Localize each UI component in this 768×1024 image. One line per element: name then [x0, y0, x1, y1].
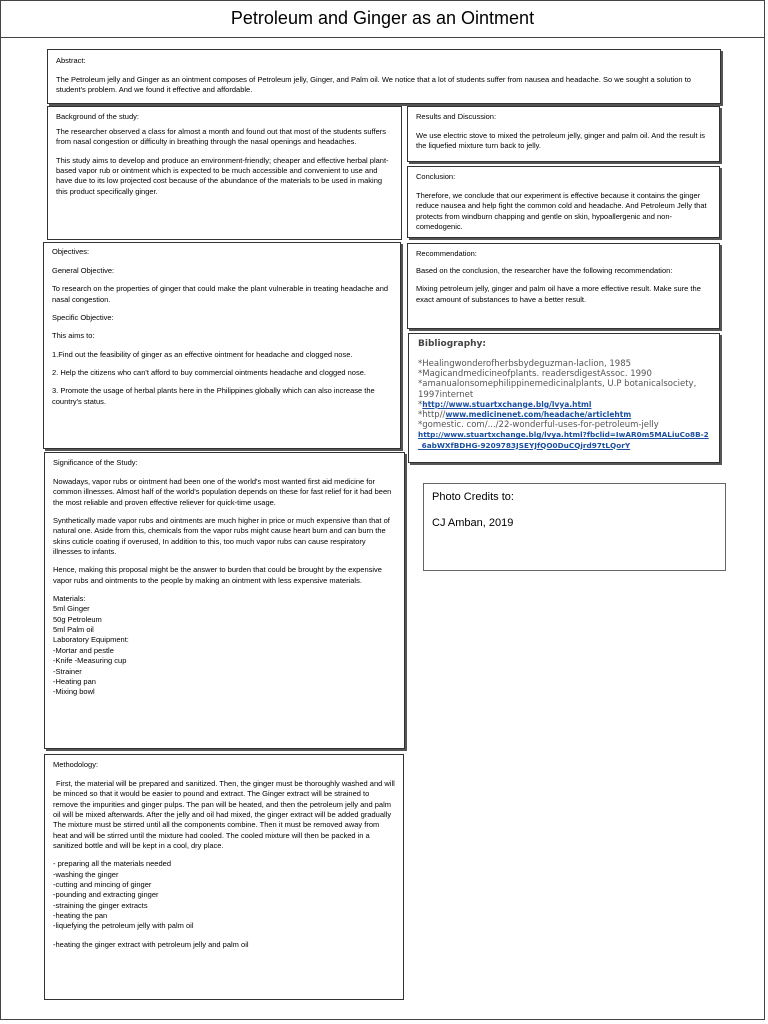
conclusion-box — [407, 166, 720, 238]
materials-label: Materials: — [53, 594, 86, 604]
recommendation-heading: Recommendation: — [416, 249, 477, 258]
photo-credits-box — [423, 483, 726, 571]
equipment-label: Laboratory Equipment: — [53, 635, 129, 645]
list-item: - preparing all the materials needed — [53, 859, 171, 869]
list-item: -cutting and mincing of ginger — [53, 880, 152, 890]
bib-link[interactable]: http://www.stuartxchange.blg/lvya.html — [422, 399, 592, 409]
list-item: -straining the ginger extracts — [53, 900, 148, 910]
specific-objective-label: Specific Objective: — [52, 313, 114, 323]
abstract-box — [47, 49, 721, 104]
bibliography-entry: *amanualonsomephilippinemedicinalplants, U.P botanicalsociety, 1997internet — [418, 379, 697, 400]
bib-prefix: *http// — [418, 409, 446, 420]
bibliography-entry: *gomestic. com/.../22-wonderful-uses-for-petroleum-jelly — [418, 420, 659, 431]
bibliography-entry: *Magicandmedicineofplants. readersdigestAssoc. 1990 — [418, 369, 652, 380]
methodology-heading: Methodology: — [53, 760, 99, 769]
results-heading: Results and Discussion: — [416, 112, 497, 121]
bibliography-entry — [418, 400, 710, 410]
list-item: 5ml Palm oil — [53, 625, 94, 635]
list-item: -liquefying the petroleum jelly with palm oil — [53, 921, 194, 931]
background-p1: The researcher observed a class for almost a month and found out that most of the students suffers from nasal congestion or difficulty in breathing through the nasal openings and headaches. — [56, 127, 387, 147]
objectives-heading: Objectives: — [52, 247, 90, 256]
list-item: -washing the ginger — [53, 869, 119, 879]
bib-prefix: * — [418, 399, 423, 410]
list-item: -pounding and extracting ginger — [53, 890, 159, 900]
significance-p3: Hence, making this proposal might be the answer to burden that could be brought by the expensive vapor rubs and ointments to the people by making an ointment with less expensive materials. — [53, 565, 382, 585]
recommendation-box — [407, 243, 720, 329]
photo-credits-name: CJ Amban, 2019 — [432, 517, 514, 529]
list-item: -Strainer — [53, 666, 82, 676]
background-p2: This study aims to develop and produce an environment-friendly; cheaper and effective herbal plant-based vapor rub or ointment which is expected to be much accessible and convenient to use and have due to its low projected cost because of the abundance of the materials to be used in making this product specifically ginger. — [56, 155, 389, 196]
significance-heading: Significance of the Study: — [53, 458, 138, 467]
bibliography-entry — [418, 410, 710, 420]
results-box — [407, 106, 720, 162]
background-box — [47, 106, 402, 240]
aims-label: This aims to: — [52, 331, 95, 341]
conclusion-text: Therefore, we conclude that our experiment is effective because it contains the ginger reduce nausea and help fight the common cold and headache. And Petroleum Jelly that protects from windburn chapping and gentle on skin, hypoallergenic and non-comedogenic. — [416, 191, 707, 232]
bibliography-entry — [418, 430, 710, 450]
results-text: We use electric stove to mixed the petroleum jelly, ginger and palm oil. And the result is the liquefied mixture turn back to jelly. — [416, 131, 706, 151]
bibliography-heading: Bibliography: — [418, 339, 487, 349]
bibliography-box — [408, 333, 720, 463]
methodology-last-step: -heating the ginger extract with petroleum jelly and palm oil — [53, 939, 249, 949]
list-item: -Heating pan — [53, 676, 96, 686]
methodology-steps — [53, 859, 395, 931]
general-objective-label: General Objective: — [52, 266, 115, 275]
list-item: -heating the pan — [53, 911, 108, 921]
photo-credits-heading: Photo Credits to: — [432, 491, 514, 503]
list-item: -Knife -Measuring cup — [53, 656, 127, 666]
background-heading: Background of the study: — [56, 112, 139, 121]
significance-p1: Nowadays, vapor rubs or ointment had been one of the world's most wanted first aid medicine for common illnesses. Almost half of the world's population depends on these for fast relief for it had been the most reliable and proven effective reliever for quick-time usage. — [53, 477, 392, 507]
bib-link[interactable]: www.medicinenet.com/headache/articlehtm — [445, 409, 632, 419]
objective-item: 2. Help the citizens who can't afford to buy commercial ointments headache and clogged nose. — [52, 368, 366, 378]
conclusion-heading: Conclusion: — [416, 172, 456, 181]
recommendation-p1: Based on the conclusion, the researcher have the following recommendation: — [416, 266, 673, 275]
recommendation-p2: Mixing petroleum jelly, ginger and palm oil have a more effective result. Make sure the exact amount of substances to have a better result. — [416, 284, 701, 304]
significance-p2: Synthetically made vapor rubs and ointments are much higher in price or much expensive than that of natural one. Aside from this, chemicals from the vapor rubs might cause heart burn and can burn the skins cuticle coating if overused, In addition to this, too much vapor rubs can cause respiratory illnesses to infants. — [53, 516, 390, 557]
methodology-text: First, the material will be prepared and sanitized. Then, the ginger must be thoroughly washed and will be minced so that it would be easier to pound and extract. The Ginger extract will be strained to remove the impurities and ginger pulps. The pan will be heated, and then the petroleum jelly and palm oil will be mixed afterwards. After the jelly and oil had mixed, the ginger extract will be added gradually The mixture must be stirred until all the components combine. Then it must be removed away from heat and will be stirred until the mixture had cooled. The cooled mixture will then be packed in a sanitized bottle and will be kept in a cool, dry place. — [53, 779, 395, 851]
significance-box — [44, 452, 405, 749]
materials-list — [53, 604, 396, 635]
abstract-heading: Abstract: — [56, 56, 86, 65]
bib-link[interactable]: http://www.stuartxchange.blg/lvya.html?fbclid=IwAR0m5MALiuCo8B-2_6abWXfBDHG-9209783JSEYJfQO0DuCQjrd97tLQorY — [418, 430, 709, 450]
page-title: Petroleum and Ginger as an Ointment — [0, 0, 765, 38]
list-item: 5ml Ginger — [53, 604, 90, 614]
equipment-list — [53, 646, 396, 698]
objectives-box — [43, 242, 401, 449]
bibliography-entry: *Healingwonderofherbsbydeguzman-laclion, 1985 — [418, 359, 632, 369]
list-item: -Mortar and pestle — [53, 645, 114, 655]
list-item: -Mixing bowl — [53, 687, 95, 697]
list-item: 50g Petroleum — [53, 614, 102, 624]
abstract-text: The Petroleum jelly and Ginger as an ointment composes of Petroleum jelly, Ginger, and Palm oil. We notice that a lot of students suffer from nausea and headache. So we sought a solution to student's problem. And we found it effective and affordable. — [56, 75, 691, 95]
objective-item: 3. Promote the usage of herbal plants here in the Philippines globally which can also increase the country's status. — [52, 386, 375, 406]
methodology-box — [44, 754, 404, 1000]
objective-item: 1.Find out the feasibility of ginger as an effective ointment for headache and clogged nose. — [52, 349, 353, 359]
general-objective-text: To research on the properties of ginger that could make the plant vulnerable in treating headache and nasal congestion. — [52, 284, 389, 304]
